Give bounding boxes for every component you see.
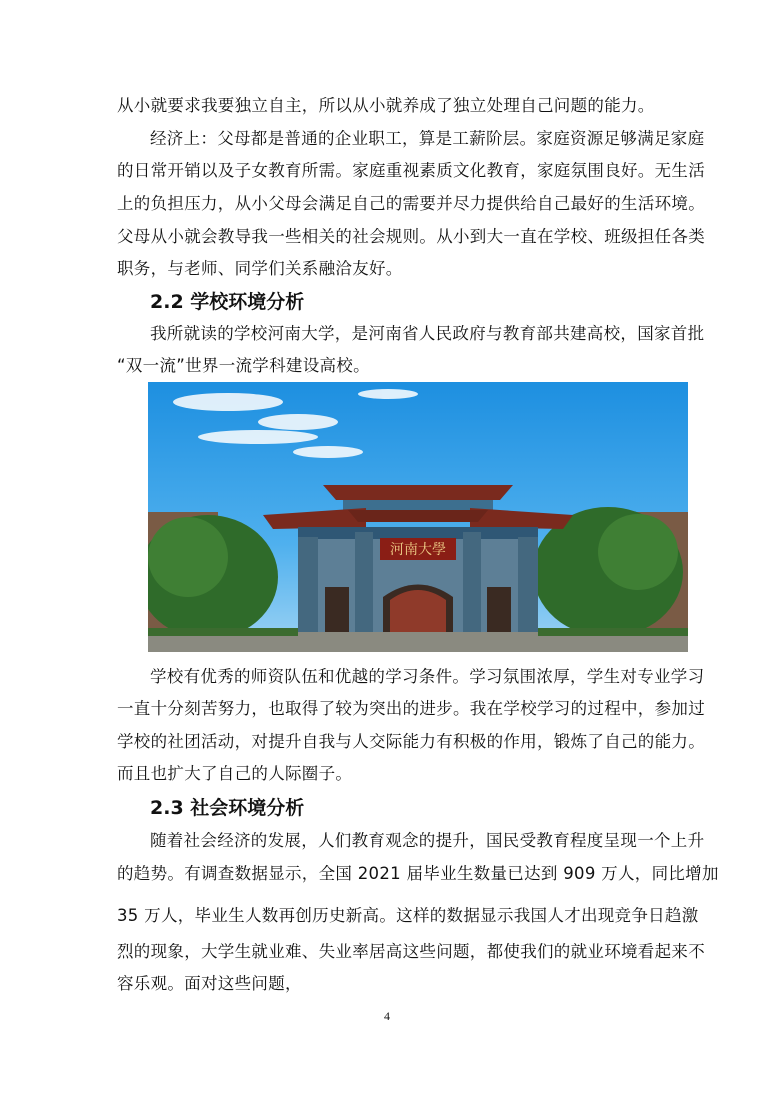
- text-line: 烈的现象，大学生就业难、失业率居高这些问题，都使我们的就业环境看起来不: [117, 942, 705, 961]
- text-line: 一直十分刻苦努力，也取得了较为突出的进步。我在学校学习的过程中，参加过: [117, 699, 705, 718]
- text-line: 上的负担压力，从小父母会满足自己的需要并尽力提供给自己最好的生活环境。: [117, 194, 705, 213]
- section-heading: 2.3 社会环境分析: [150, 797, 305, 819]
- text-line: 容乐观。面对这些问题，: [117, 974, 302, 993]
- text-line: 学校的社团活动，对提升自我与人交际能力有积极的作用，锻炼了自己的能力。: [117, 732, 705, 751]
- university-gate-photo: [148, 382, 688, 652]
- text-line: 从小就要求我要独立自主，所以从小就养成了独立处理自己问题的能力。: [117, 96, 655, 115]
- text-line: 职务，与老师、同学们关系融洽友好。: [117, 259, 403, 278]
- section-heading: 2.2 学校环境分析: [150, 291, 305, 313]
- text-line: 而且也扩大了自己的人际圈子。: [117, 764, 353, 783]
- text-line: 35 万人，毕业生人数再创历史新高。这样的数据显示我国人才出现竞争日趋激: [117, 906, 699, 925]
- text-line: 经济上：父母都是普通的企业职工，算是工薪阶层。家庭资源足够满足家庭: [150, 129, 705, 148]
- text-line: 随着社会经济的发展，人们教育观念的提升，国民受教育程度呈现一个上升: [150, 831, 705, 850]
- text-line: 父母从小就会教导我一些相关的社会规则。从小到大一直在学校、班级担任各类: [117, 227, 705, 246]
- text-line: 我所就读的学校河南大学，是河南省人民政府与教育部共建高校，国家首批: [150, 324, 705, 343]
- text-line: 的趋势。有调查数据显示，全国 2021 届毕业生数量已达到 909 万人，同比增加: [117, 864, 719, 883]
- page-number: 4: [384, 1009, 390, 1023]
- text-line: “双一流”世界一流学科建设高校。: [117, 356, 370, 375]
- gate-plaque-text: 河南大學: [390, 542, 446, 558]
- text-line: 学校有优秀的师资队伍和优越的学习条件。学习氛围浓厚，学生对专业学习: [150, 667, 705, 686]
- text-line: 的日常开销以及子女教育所需。家庭重视素质文化教育，家庭氛围良好。无生活: [117, 161, 705, 180]
